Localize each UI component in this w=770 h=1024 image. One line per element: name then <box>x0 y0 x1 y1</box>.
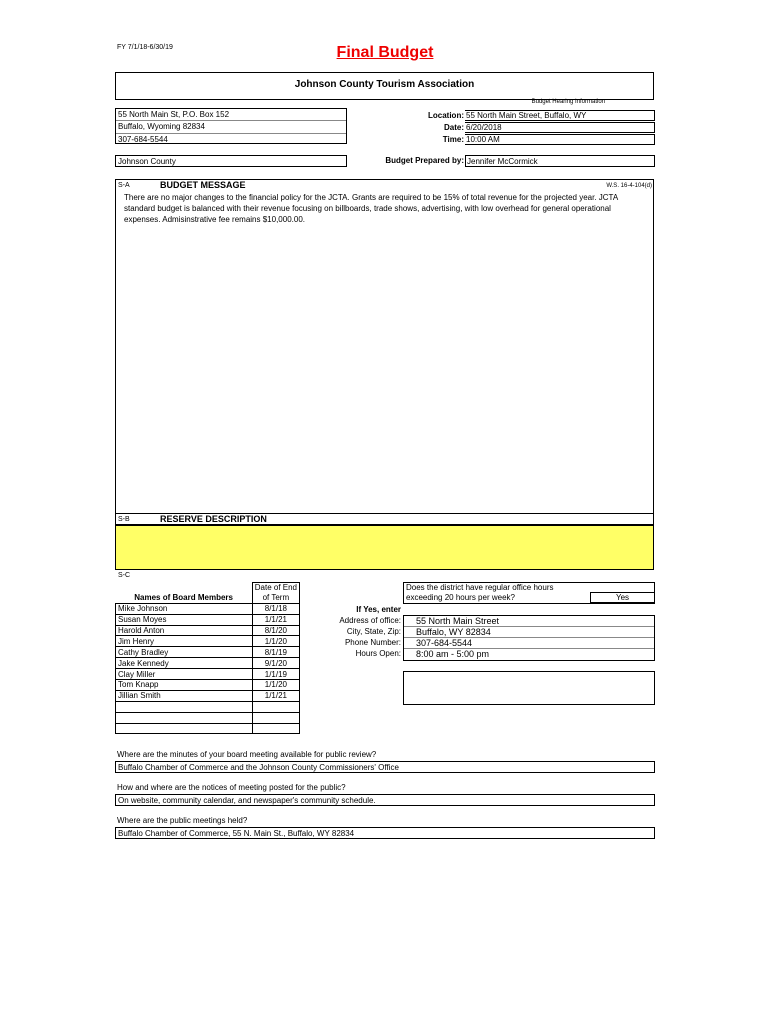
reserve-code: S-B <box>118 516 130 523</box>
member-name[interactable]: Jake Kennedy <box>116 658 253 669</box>
table-row <box>116 723 300 734</box>
table-row <box>116 690 300 701</box>
member-name[interactable] <box>116 712 253 723</box>
term-header-1: Date of End <box>252 583 299 593</box>
hearing-time-value[interactable]: 10:00 AM <box>465 134 655 145</box>
table-row <box>116 647 300 658</box>
budget-message-title: BUDGET MESSAGE <box>160 180 246 190</box>
table-row <box>116 625 300 636</box>
member-name[interactable] <box>116 701 253 712</box>
member-name[interactable]: Jillian Smith <box>116 690 253 701</box>
table-row <box>116 701 300 712</box>
notices-answer-field[interactable]: On website, community calendar, and newspaper's community schedule. <box>115 794 655 806</box>
member-term[interactable] <box>252 723 299 734</box>
member-term[interactable]: 1/1/19 <box>252 669 299 680</box>
office-hours-answer[interactable]: Yes <box>590 592 655 603</box>
member-term[interactable]: 1/1/21 <box>252 690 299 701</box>
table-row <box>116 603 300 614</box>
member-term[interactable] <box>252 701 299 712</box>
board-code: S-C <box>118 572 131 579</box>
office-question-line-2: exceeding 20 hours per week? <box>406 593 515 602</box>
office-address-field[interactable]: 55 North Main Street <box>404 616 654 627</box>
table-row <box>116 614 300 625</box>
minutes-answer-field[interactable]: Buffalo Chamber of Commerce and the Johnson County Commissioners' Office <box>115 761 655 773</box>
table-row <box>116 669 300 680</box>
hearing-date-label: Date: <box>443 123 464 132</box>
prepared-by-field[interactable]: Jennifer McCormick <box>465 155 655 167</box>
meetings-question: Where are the public meetings held? <box>117 816 248 825</box>
reserve-description-field[interactable] <box>115 525 654 570</box>
hearing-location-label: Location: <box>428 111 464 120</box>
table-row <box>116 658 300 669</box>
office-city-field[interactable]: Buffalo, WY 82834 <box>404 627 654 638</box>
table-row <box>116 636 300 647</box>
reserve-title: RESERVE DESCRIPTION <box>160 514 267 524</box>
address-line-2: Buffalo, Wyoming 82834 <box>116 121 346 133</box>
address-line-1: 55 North Main St, P.O. Box 152 <box>116 109 346 121</box>
member-term[interactable]: 8/1/18 <box>252 603 299 614</box>
fiscal-year: FY 7/1/18-6/30/19 <box>117 44 173 51</box>
member-name[interactable]: Harold Anton <box>116 625 253 636</box>
office-notes-field[interactable] <box>403 671 655 705</box>
member-name[interactable]: Cathy Bradley <box>116 647 253 658</box>
member-name[interactable]: Clay Miller <box>116 669 253 680</box>
meetings-answer-field[interactable]: Buffalo Chamber of Commerce, 55 N. Main St., Buffalo, WY 82834 <box>115 827 655 839</box>
member-term[interactable] <box>252 712 299 723</box>
address-phone: 307-684-5544 <box>118 134 168 144</box>
hearing-time-label: Time: <box>442 135 464 144</box>
office-question-line-1: Does the district have regular office hours <box>406 583 554 592</box>
table-row <box>116 712 300 723</box>
board-members-table <box>115 582 300 734</box>
office-phone-field[interactable]: 307-684-5544 <box>404 638 654 649</box>
budget-message-text: There are no major changes to the financial policy for the JCTA. Grants are required to be 15% of total revenue for the projected year. JCTA standard budget is balanced with their revenue focusing on billboards, trade shows, advertising, with low overhead for general operational expenses. Admisinstrative fee remains $10,000.00. <box>124 193 618 224</box>
county-field[interactable]: Johnson County <box>115 155 347 167</box>
budget-message-box[interactable] <box>115 179 654 514</box>
budget-message-statute: W.S. 16-4-104(d) <box>606 183 652 189</box>
office-hours-label: Hours Open: <box>355 649 401 658</box>
member-term[interactable]: 8/1/19 <box>252 647 299 658</box>
hearing-location-value[interactable]: 55 North Main Street, Buffalo, WY <box>465 110 655 121</box>
member-term[interactable]: 1/1/21 <box>252 614 299 625</box>
organization-name: Johnson County Tourism Association <box>294 79 475 90</box>
term-header-2: of Term <box>252 593 299 603</box>
hearing-date-value[interactable]: 6/20/2018 <box>465 122 655 133</box>
member-term[interactable]: 9/1/20 <box>252 658 299 669</box>
member-name[interactable]: Tom Knapp <box>116 680 253 691</box>
member-name[interactable]: Susan Moyes <box>116 614 253 625</box>
member-term[interactable]: 8/1/20 <box>252 625 299 636</box>
office-hours-field[interactable]: 8:00 am - 5:00 pm <box>416 649 490 659</box>
member-name[interactable]: Mike Johnson <box>116 603 253 614</box>
prepared-by-label: Budget Prepared by: <box>385 156 464 165</box>
notices-question: How and where are the notices of meeting posted for the public? <box>117 783 346 792</box>
hearing-heading: Budget Hearing Information <box>531 99 605 105</box>
office-address-label: Address of office: <box>339 616 401 625</box>
member-name[interactable] <box>116 723 253 734</box>
member-name[interactable]: Jim Henry <box>116 636 253 647</box>
office-phone-label: Phone Number: <box>344 638 401 647</box>
page-title: Final Budget <box>336 44 434 61</box>
member-term[interactable]: 1/1/20 <box>252 636 299 647</box>
minutes-question: Where are the minutes of your board meeting available for public review? <box>117 750 377 759</box>
if-yes-label: If Yes, enter <box>356 605 401 614</box>
board-name-header: Names of Board Members <box>134 593 233 603</box>
office-details <box>403 615 655 661</box>
member-term[interactable]: 1/1/20 <box>252 680 299 691</box>
table-row <box>116 680 300 691</box>
budget-message-code: S-A <box>118 182 130 189</box>
office-city-label: City, State, Zip: <box>346 627 401 636</box>
